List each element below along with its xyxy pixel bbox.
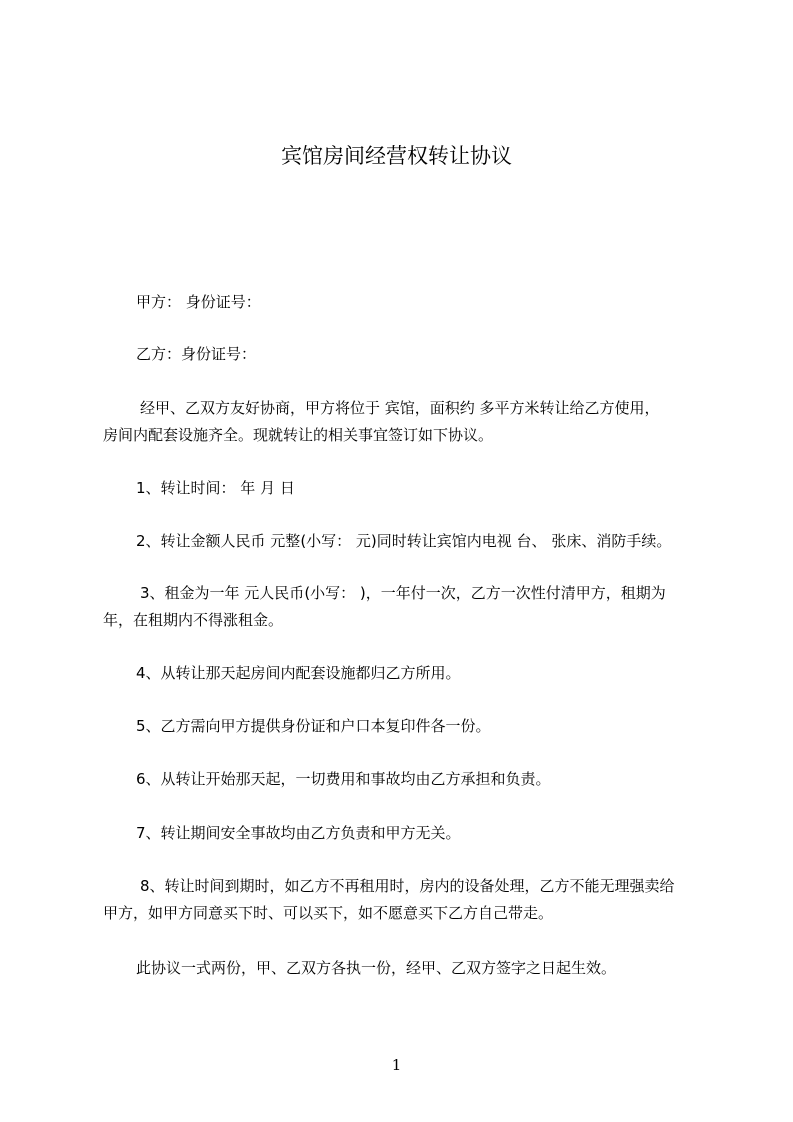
- closing-statement: 此协议一式两份，甲、乙双方各执一份，经甲、乙双方签字之日起生效。: [136, 959, 617, 977]
- intro-line-2: 房间内配套设施齐全。现就转让的相关事宜签订如下协议。: [103, 426, 494, 444]
- clause-8-line-2: 甲方，如甲方同意买下时、可以买下，如不愿意买下乙方自己带走。: [103, 904, 554, 922]
- clause-8-line-1: 8、转让时间到期时，如乙方不再租用时，房内的设备处理，乙方不能无理强卖给: [140, 877, 675, 895]
- clause-6: 6、从转让开始那天起，一切费用和事故均由乙方承担和负责。: [136, 770, 551, 788]
- clause-5: 5、乙方需向甲方提供身份证和户口本复印件各一份。: [136, 717, 491, 735]
- clause-3-line-1: 3、租金为一年 元人民币(小写： )，一年付一次，乙方一次性付清甲方，租期为: [140, 584, 666, 602]
- document-title: 宾馆房间经营权转让协议: [281, 144, 512, 168]
- party-b-line: 乙方：身份证号：: [136, 345, 257, 363]
- clause-7: 7、转让期间安全事故均由乙方负责和甲方无关。: [136, 824, 461, 842]
- clause-2: 2、转让金额人民币 元整(小写： 元)同时转让宾馆内电视 台、 张床、消防手续。: [136, 532, 672, 550]
- clause-3-line-2: 年，在租期内不得涨租金。: [103, 611, 284, 629]
- page-number: 1: [391, 1056, 402, 1074]
- intro-line-1: 经甲、乙双方友好协商，甲方将位于 宾馆，面积约 多平方米转让给乙方使用，: [140, 399, 660, 417]
- clause-4: 4、从转让那天起房间内配套设施都归乙方所用。: [136, 664, 461, 682]
- clause-1: 1、转让时间： 年 月 日: [136, 479, 295, 497]
- party-a-line: 甲方： 身份证号：: [136, 293, 261, 311]
